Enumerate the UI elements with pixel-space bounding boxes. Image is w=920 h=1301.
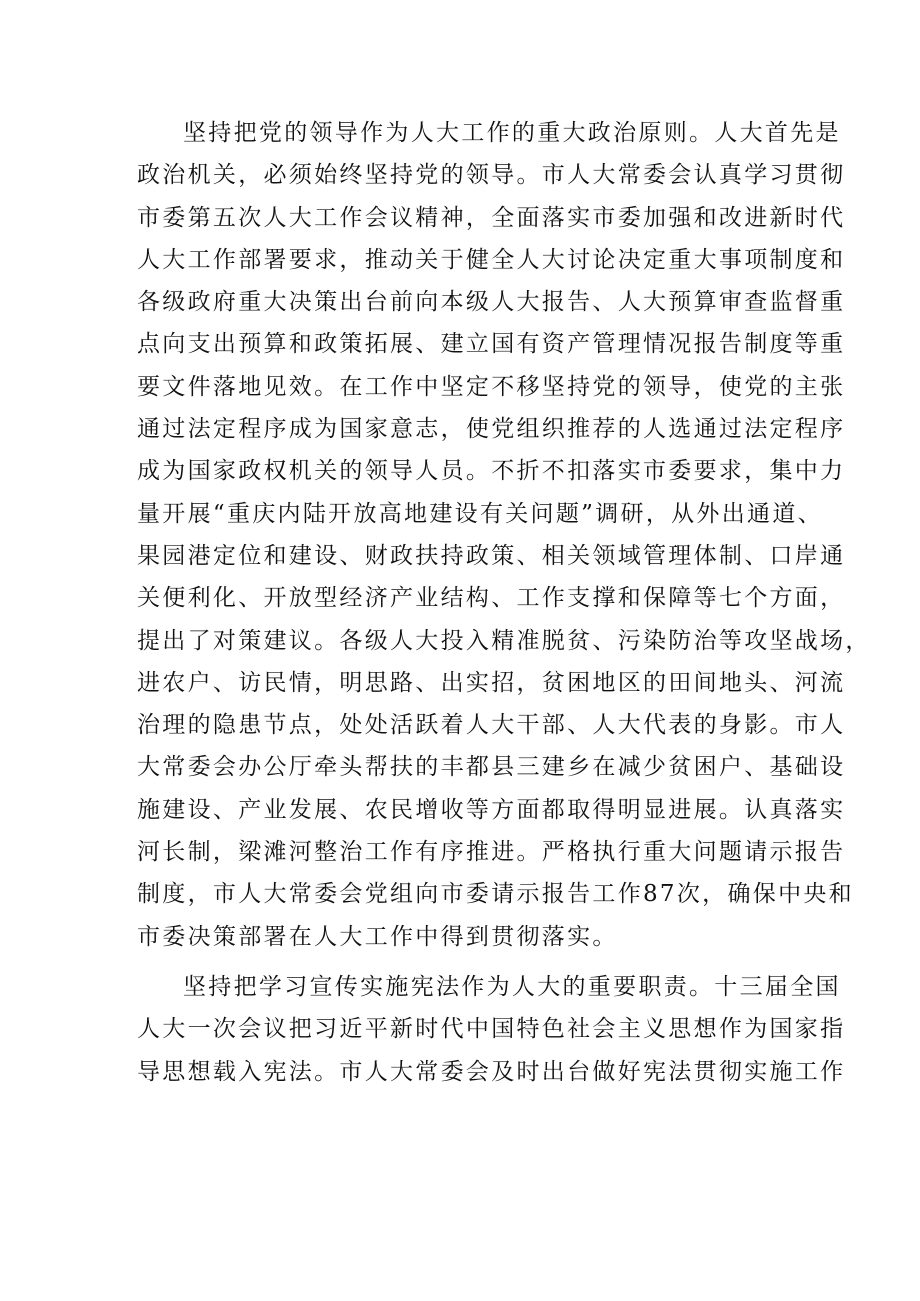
text-line: 导思想载入宪法。市人大常委会及时出台做好宪法贯彻实施工作 xyxy=(137,1058,846,1085)
text-line: 河长制，梁滩河整治工作有序推进。严格执行重大问题请示报告 xyxy=(137,839,846,866)
text-line: 果园港定位和建设、财政扶持政策、相关领域管理体制、口岸通 xyxy=(137,542,846,569)
text-line: 市委第五次人大工作会议精神，全面落实市委加强和改进新时代 xyxy=(137,204,846,231)
text-line: 市委决策部署在人大工作中得到贯彻落实。 xyxy=(137,923,618,950)
text-line: 进农户、访民情，明思路、出实招，贫困地区的田间地头、河流 xyxy=(137,669,846,696)
text-line: 关便利化、开放型经济产业结构、工作支撑和保障等七个方面， xyxy=(137,585,846,612)
text-line: 成为国家政权机关的领导人员。不折不扣落实市委要求，集中力 xyxy=(137,458,846,485)
text-line: 提出了对策建议。各级人大投入精准脱贫、污染防治等攻坚战场， xyxy=(137,627,871,654)
text-line: 量开展“重庆内陆开放高地建设有关问题”调研，从外出通道、 xyxy=(137,500,823,527)
text-line: 政治机关，必须始终坚持党的领导。市人大常委会认真学习贯彻 xyxy=(137,162,846,189)
text-line: 治理的隐患节点，处处活跃着人大干部、人大代表的身影。市人 xyxy=(137,712,846,739)
text-line: 人大工作部署要求，推动关于健全人大讨论决定重大事项制度和 xyxy=(137,246,846,273)
paragraph-2 xyxy=(137,966,846,1093)
text-line: 人大一次会议把习近平新时代中国特色社会主义思想作为国家指 xyxy=(137,1016,846,1043)
text-line: 要文件落地见效。在工作中坚定不移坚持党的领导，使党的主张 xyxy=(137,373,846,400)
text-line: 点向支出预算和政策拓展、建立国有资产管理情况报告制度等重 xyxy=(137,331,846,358)
text-line: 大常委会办公厅牵头帮扶的丰都县三建乡在减少贫困户、基础设 xyxy=(137,754,846,781)
text-line: 坚持把学习宣传实施宪法作为人大的重要职责。十三届全国 xyxy=(183,973,841,1000)
text-line: 制度，市人大常委会党组向市委请示报告工作87次，确保中央和 xyxy=(137,881,854,908)
document-body xyxy=(137,112,871,1093)
text-line: 坚持把党的领导作为人大工作的重大政治原则。人大首先是 xyxy=(183,120,841,146)
text-line: 通过法定程序成为国家意志，使党组织推荐的人选通过法定程序 xyxy=(137,416,846,443)
text-line: 施建设、产业发展、农民增收等方面都取得明显进展。认真落实 xyxy=(137,796,846,823)
paragraph-1 xyxy=(137,112,871,958)
text-line: 各级政府重大决策出台前向本级人大报告、人大预算审查监督重 xyxy=(137,289,846,316)
